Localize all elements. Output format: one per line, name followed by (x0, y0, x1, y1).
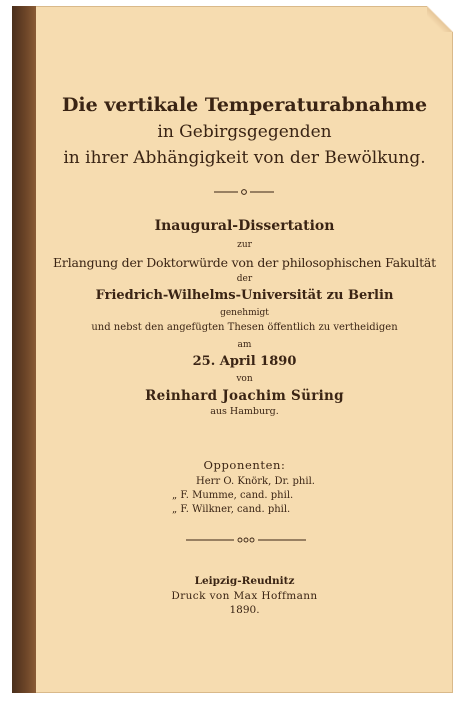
author-name: Reinhard Joachim Süring (145, 388, 344, 404)
imprint-place: Leipzig-Reudnitz (194, 575, 295, 587)
text-am: am (237, 340, 252, 350)
defense-date: 25. April 1890 (192, 354, 297, 369)
text-zur: zur (237, 240, 252, 250)
defense-statement: und nebst den angefügten Thesen öffentlich zu vertheidigen (91, 322, 398, 333)
text-von: von (236, 374, 253, 384)
opponent-line: „ F. Mumme, cand. phil. (172, 490, 294, 501)
imprint-printer: Druck von Max Hoffmann (171, 590, 318, 602)
opponent-line: Herr O. Knörk, Dr. phil. (196, 476, 315, 487)
opponents-heading: Opponenten: (203, 458, 286, 472)
opponent-line: „ F. Wilkner, cand. phil. (172, 504, 291, 515)
text-approved: genehmigt (220, 308, 269, 318)
dissertation-heading: Inaugural-Dissertation (154, 218, 335, 234)
title-line-1: Die vertikale Temperaturabnahme (61, 94, 428, 116)
dissertation-purpose: Erlangung der Doktorwürde von der philosophischen Fakultät (53, 255, 436, 270)
text-der: der (236, 274, 253, 284)
author-origin: aus Hamburg. (210, 406, 279, 417)
imprint-year: 1890. (229, 604, 260, 616)
title-line-3: in ihrer Abhängigkeit von der Bewölkung. (63, 148, 426, 168)
university-name: Friedrich-Wilhelms-Universität zu Berlin (95, 288, 394, 303)
title-page-content (36, 0, 453, 701)
book-spine (12, 6, 36, 693)
ornament-divider-icon (214, 188, 274, 196)
title-line-2: in Gebirgsgegenden (157, 122, 332, 142)
ornament-rule-icon (186, 536, 306, 544)
